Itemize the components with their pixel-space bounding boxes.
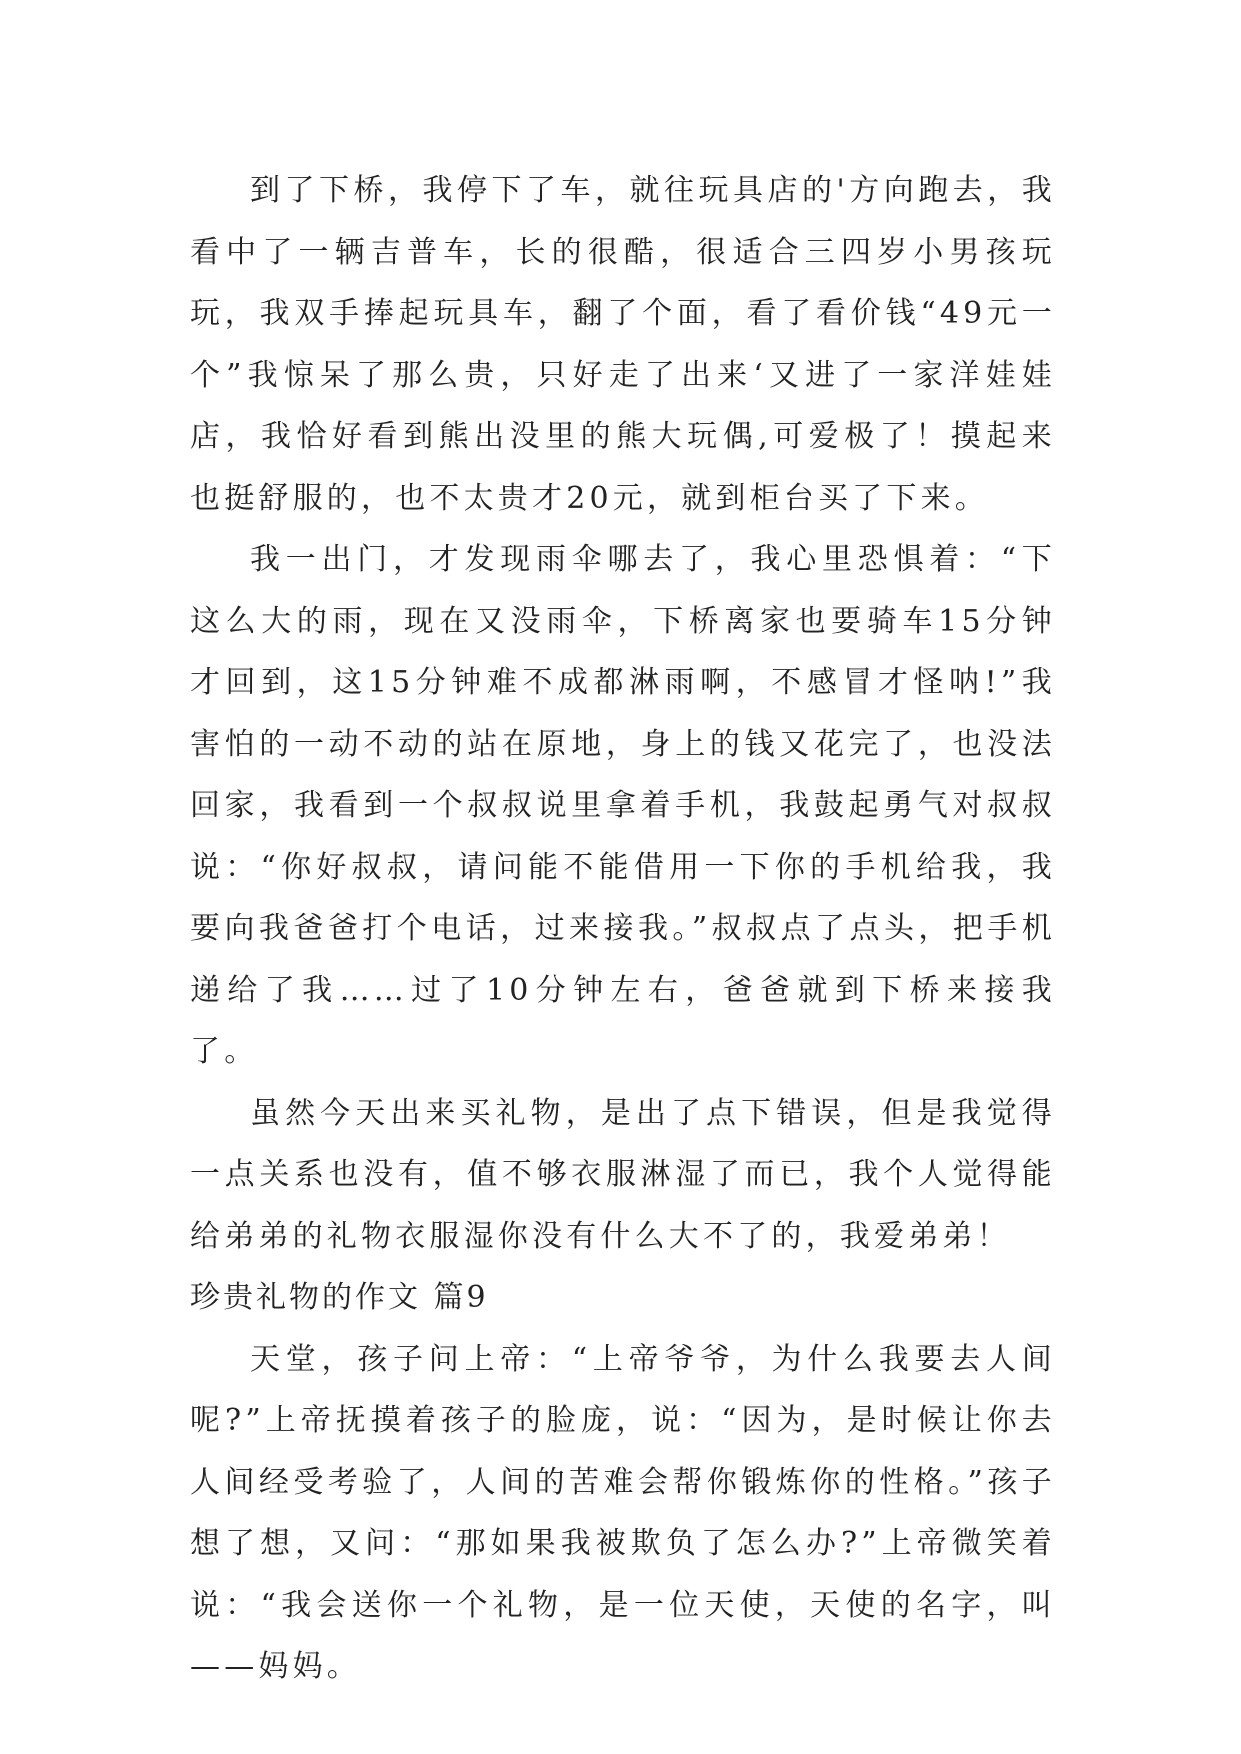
- paragraph-toy-shop: 到了下桥，我停下了车，就往玩具店的'方向跑去，我看中了一辆吉普车，长的很酷，很适合三四岁小男孩玩玩，我双手捧起玩具车，翻了个面，看了看价钱“49元一个”我惊呆了那么贵，只好走了出来‘又进了一家洋娃娃店，我恰好看到熊出没里的熊大玩偶,可爱极了！摸起来也挺舒服的，也不太贵才20元，就到柜台买了下来。: [190, 173, 1056, 516]
- paragraph-heaven: 天堂，孩子问上帝：“上帝爷爷，为什么我要去人间呢?”上帝抚摸着孩子的脸庞，说：“因为，是时候让你去人间经受考验了，人间的苦难会帮你锻炼你的性格。”孩子想了想，又问：“那如果我被欺负了怎么办?”上帝微笑着说：“我会送你一个礼物，是一位天使，天使的名字，叫——妈妈。: [190, 1341, 1056, 1684]
- paragraph-conclusion: 虽然今天出来买礼物，是出了点下错误，但是我觉得一点关系也没有，值不够衣服淋湿了而已，我个人觉得能给弟弟的礼物衣服湿你没有什么大不了的，我爱弟弟！: [190, 1095, 1056, 1254]
- document-body: [190, 160, 1056, 1698]
- paragraph-umbrella: 我一出门，才发现雨伞哪去了，我心里恐惧着：“下这么大的雨，现在又没雨伞，下桥离家也要骑车15分钟才回到，这15分钟难不成都淋雨啊，不感冒才怪呐!”我害怕的一动不动的站在原地，身上的钱又花完了，也没法回家，我看到一个叔叔说里拿着手机，我鼓起勇气对叔叔说：“你好叔叔，请问能不能借用一下你的手机给我，我要向我爸爸打个电话，过来接我。”叔叔点了点头，把手机递给了我……过了10分钟左右，爸爸就到下桥来接我了。: [190, 542, 1057, 1069]
- section-heading: 珍贵礼物的作文 篇9: [190, 1280, 489, 1315]
